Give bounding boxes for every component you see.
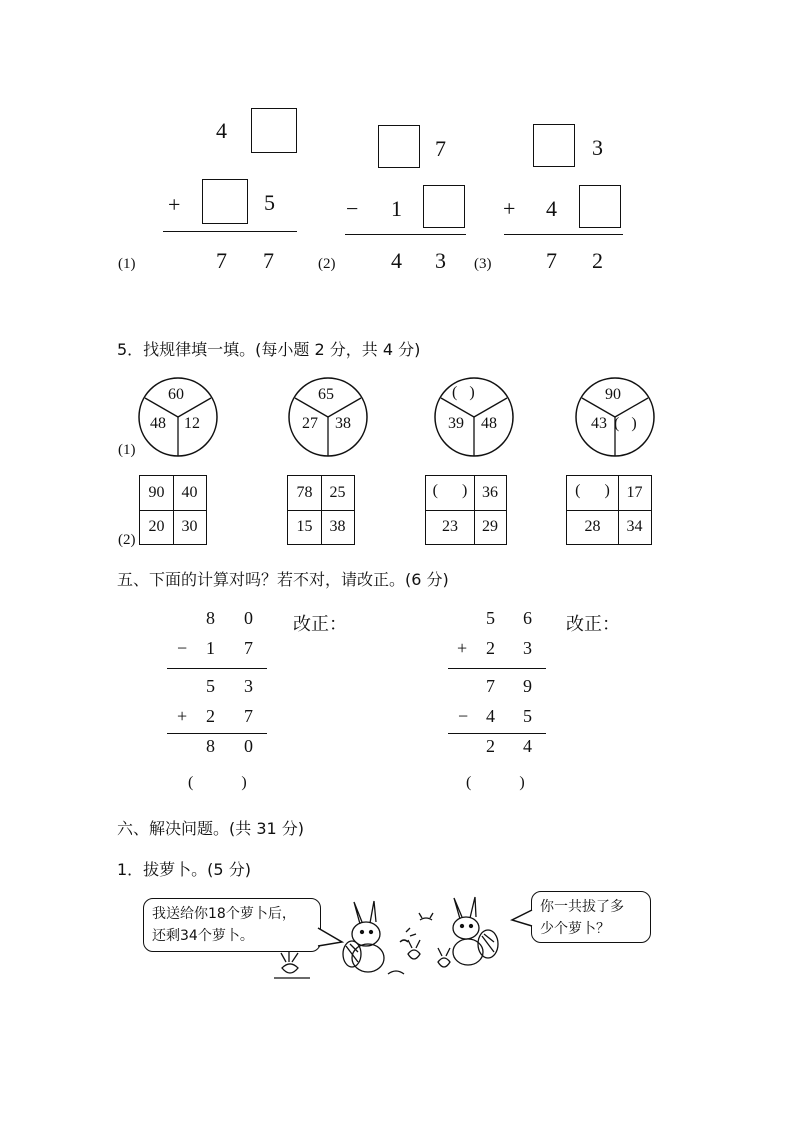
calc-digit: 4 bbox=[486, 706, 495, 726]
calc-digit: 5 bbox=[206, 676, 215, 696]
calc-digit: 2 bbox=[486, 638, 495, 658]
grid-cell: 36 bbox=[482, 484, 498, 501]
question-1-title: 1．拔萝卜。(5 分) bbox=[117, 860, 251, 879]
result-digit: 7 bbox=[216, 248, 227, 273]
calc-digit: 3 bbox=[523, 638, 532, 658]
calc-operator: − bbox=[177, 638, 188, 658]
circle-top-value: 60 bbox=[168, 386, 184, 403]
calc-digit: 8 bbox=[206, 608, 215, 628]
result-digit: 2 bbox=[592, 248, 603, 273]
calc-digit: 7 bbox=[244, 638, 253, 658]
calc-digit: 0 bbox=[244, 608, 253, 628]
calc-digit: 2 bbox=[206, 706, 215, 726]
grid-cell: 28 bbox=[584, 518, 601, 535]
grid-cell: 90 bbox=[148, 484, 165, 501]
circle-top-value: 90 bbox=[605, 386, 621, 403]
grid-blank-cell[interactable]: ( ) bbox=[575, 482, 610, 499]
calc-digit: 1 bbox=[206, 638, 215, 658]
calc-digit: 5 bbox=[523, 706, 532, 726]
circle-right-value: 38 bbox=[335, 415, 351, 432]
grid-cell: 38 bbox=[329, 518, 346, 535]
circle-left-value: 27 bbox=[302, 415, 318, 432]
grid-blank-cell[interactable]: ( ) bbox=[432, 482, 468, 499]
circle-right-blank[interactable]: ( ) bbox=[614, 415, 637, 432]
problem-label: (2) bbox=[318, 256, 336, 272]
circle-right-value: 48 bbox=[481, 415, 497, 432]
number-grid-3 bbox=[425, 475, 507, 545]
number-grid-2 bbox=[287, 475, 355, 545]
calc-line bbox=[448, 668, 546, 669]
grid-divider bbox=[567, 510, 651, 511]
section-5-title: 5．找规律填一填。(每小题 2 分，共 4 分) bbox=[117, 340, 421, 359]
circle-diagrams bbox=[0, 0, 794, 470]
section-five-title: 五、下面的计算对吗？若不对，请改正。(6 分) bbox=[117, 570, 449, 589]
circle-left-value: 48 bbox=[150, 415, 166, 432]
grid-cell: 29 bbox=[482, 518, 498, 535]
calc-operator: + bbox=[457, 638, 468, 658]
problem-label: (3) bbox=[474, 256, 492, 272]
circle-top-value: 65 bbox=[318, 386, 334, 403]
grid-cell: 40 bbox=[181, 484, 198, 501]
calc-digit: 6 bbox=[523, 608, 532, 628]
grid-cell: 17 bbox=[626, 484, 643, 501]
grid-cell: 30 bbox=[181, 518, 198, 535]
calc-operator: + bbox=[177, 706, 188, 726]
row-label: (1) bbox=[118, 442, 136, 458]
calc-line bbox=[448, 733, 546, 734]
calc-digit: 7 bbox=[244, 706, 253, 726]
calc-digit: 3 bbox=[244, 676, 253, 696]
digit: 3 bbox=[592, 135, 603, 160]
correction-label: 改正： bbox=[293, 614, 347, 635]
problem-label: (1) bbox=[118, 256, 136, 272]
digit: 5 bbox=[264, 190, 275, 215]
judgement-blank[interactable]: ( ) bbox=[466, 774, 525, 791]
circle-top-blank[interactable]: ( ) bbox=[452, 384, 475, 401]
bubble-line: 你一共拔了多 bbox=[540, 899, 624, 915]
calc-digit: 9 bbox=[523, 676, 532, 696]
grid-cell: 23 bbox=[442, 518, 458, 535]
number-grid-1 bbox=[139, 475, 207, 545]
calc-digit: 5 bbox=[486, 608, 495, 628]
calc-digit: 4 bbox=[523, 736, 532, 756]
number-grid-4 bbox=[566, 475, 652, 545]
grid-divider bbox=[140, 510, 206, 511]
section-six-title: 六、解决问题。(共 31 分) bbox=[117, 819, 305, 838]
correction-label: 改正： bbox=[566, 614, 620, 635]
grid-cell: 34 bbox=[626, 518, 643, 535]
calc-operator: − bbox=[458, 706, 469, 726]
circle-left-value: 39 bbox=[448, 415, 464, 432]
grid-divider bbox=[288, 510, 354, 511]
operator: − bbox=[346, 196, 359, 221]
speech-bubble-right bbox=[531, 891, 651, 943]
digit: 4 bbox=[546, 196, 557, 221]
result-digit: 4 bbox=[391, 248, 402, 273]
calc-digit: 2 bbox=[486, 736, 495, 756]
calc-digit: 7 bbox=[486, 676, 495, 696]
judgement-blank[interactable]: ( ) bbox=[188, 774, 247, 791]
operator: + bbox=[503, 196, 516, 221]
grid-cell: 15 bbox=[296, 518, 313, 535]
result-digit: 7 bbox=[546, 248, 557, 273]
calc-digit: 0 bbox=[244, 736, 253, 756]
calc-line bbox=[167, 733, 267, 734]
calc-line bbox=[167, 668, 267, 669]
circle-right-value: 12 bbox=[184, 415, 200, 432]
digit: 7 bbox=[435, 136, 446, 161]
digit: 4 bbox=[216, 118, 227, 143]
grid-divider bbox=[426, 510, 506, 511]
calc-digit: 8 bbox=[206, 736, 215, 756]
circle-left-value: 43 bbox=[591, 415, 607, 432]
grid-cell: 25 bbox=[329, 484, 346, 501]
bubble-line: 少个萝卜？ bbox=[540, 921, 610, 937]
bubble-line: 我送给你18个萝卜后， bbox=[152, 906, 296, 922]
rabbits-radish-illustration bbox=[270, 892, 522, 984]
bubble-line: 还剩34个萝卜。 bbox=[152, 928, 254, 944]
grid-cell: 20 bbox=[148, 518, 165, 535]
operator: + bbox=[168, 192, 181, 217]
grid-cell: 78 bbox=[296, 484, 313, 501]
result-digit: 7 bbox=[263, 248, 274, 273]
result-digit: 3 bbox=[435, 248, 446, 273]
row-label: (2) bbox=[118, 532, 136, 548]
digit: 1 bbox=[391, 196, 402, 221]
